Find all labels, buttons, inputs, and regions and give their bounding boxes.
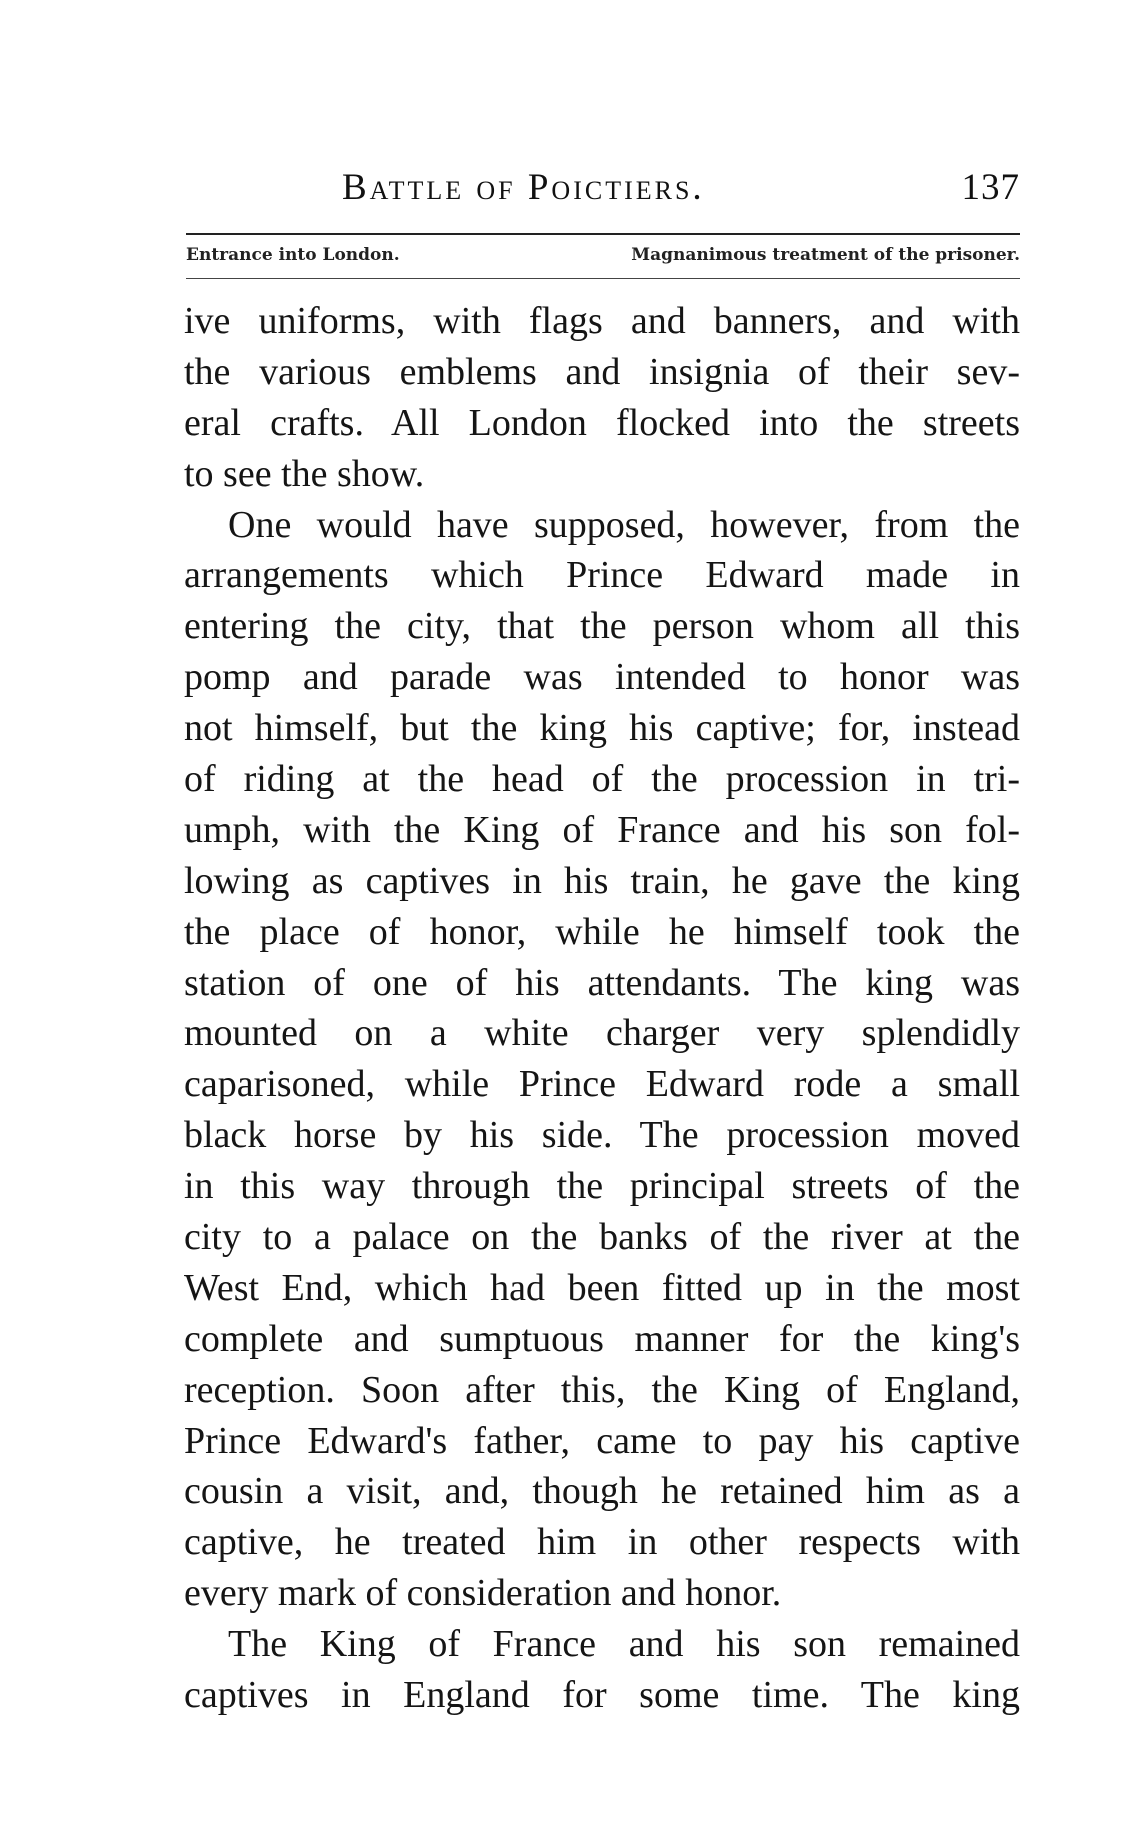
text-line: mounted on a white charger very splendidly xyxy=(184,1012,1020,1055)
running-title: Battle of Poictiers. xyxy=(342,167,705,208)
text-line: Prince Edward's father, came to pay his captive xyxy=(184,1419,1020,1462)
text-line: the various emblems and insignia of their sev- xyxy=(184,350,1020,393)
marginal-note-right: Magnanimous treatment of the prisoner. xyxy=(631,245,1020,265)
text-line: complete and sumptuous manner for the king's xyxy=(184,1317,1020,1360)
running-head xyxy=(186,166,1020,216)
text-line: eral crafts. All London flocked into the streets xyxy=(184,401,1020,444)
header-rule-bottom xyxy=(186,278,1020,279)
text-line: of riding at the head of the procession in tri- xyxy=(184,758,1020,801)
text-line: pomp and parade was intended to honor was xyxy=(184,656,1020,699)
text-line: to see the show. xyxy=(184,452,425,495)
text-line: captives in England for some time. The king xyxy=(184,1674,1020,1717)
text-line: cousin a visit, and, though he retained him as a xyxy=(184,1470,1020,1513)
page-number: 137 xyxy=(961,167,1020,208)
header-rule-top xyxy=(186,233,1020,235)
text-line: captive, he treated him in other respects with xyxy=(184,1521,1020,1564)
text-line: not himself, but the king his captive; for, instead xyxy=(184,707,1020,750)
marginal-notes xyxy=(186,245,1020,275)
text-line: in this way through the principal streets of the xyxy=(184,1165,1020,1208)
text-line: lowing as captives in his train, he gave the king xyxy=(184,859,1020,902)
text-line: umph, with the King of France and his son fol- xyxy=(184,808,1020,851)
text-line: One would have supposed, however, from the xyxy=(228,503,1020,546)
text-line: caparisoned, while Prince Edward rode a small xyxy=(184,1063,1020,1106)
text-line: the place of honor, while he himself took the xyxy=(184,910,1020,953)
text-line: West End, which had been fitted up in the most xyxy=(184,1266,1020,1309)
text-line: black horse by his side. The procession moved xyxy=(184,1114,1020,1157)
text-line: ive uniforms, with flags and banners, and with xyxy=(184,300,1020,342)
text-line: The King of France and his son remained xyxy=(228,1623,1020,1666)
text-line: reception. Soon after this, the King of England, xyxy=(184,1368,1020,1411)
marginal-note-left: Entrance into London. xyxy=(186,245,400,265)
text-line: station of one of his attendants. The king was xyxy=(184,961,1020,1004)
text-line: arrangements which Prince Edward made in xyxy=(184,554,1020,597)
text-line: entering the city, that the person whom all this xyxy=(184,605,1020,648)
text-line: city to a palace on the banks of the river at the xyxy=(184,1216,1020,1259)
body-text xyxy=(184,296,1020,1721)
text-line: every mark of consideration and honor. xyxy=(184,1572,782,1615)
